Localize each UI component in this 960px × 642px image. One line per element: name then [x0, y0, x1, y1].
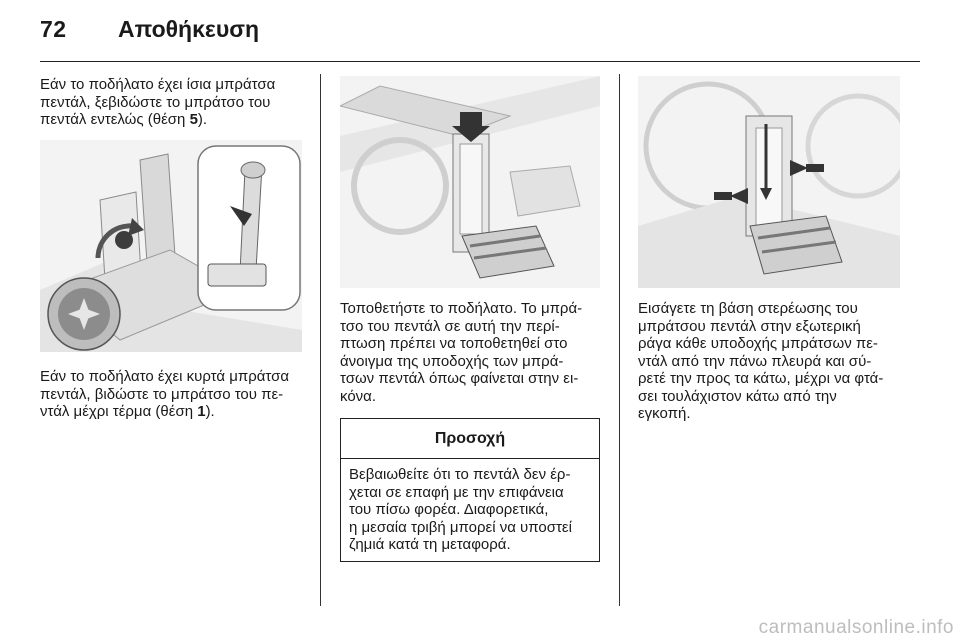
column-divider-1 — [320, 74, 321, 606]
paragraph-insert-holder: Εισάγετε τη βάση στερέωσης του μπράτσου πεντάλ στην εξωτερική ράγα κάθε υποδοχής μπράτσων πε- ντάλ από την πάνω πλευρά και σύ- ρετέ την προς τα κάτω, μέχρι να φτά- σει τουλάχιστον κάτω από την εγκοπή. — [638, 300, 884, 422]
pedal-holder-drawing — [638, 76, 900, 288]
paragraph-place-bike: Τοποθετήστε το ποδήλατο. Το μπρά- τσο του πεντάλ σε αυτή την περί- πτωση πρέπει να τοποθετηθεί στο άνοιγμα της υποδοχής των μπρά- τσων πεντάλ όπως φαίνεται στην ει- κόνα. — [340, 300, 583, 405]
page-title: Αποθήκευση — [118, 16, 260, 42]
header-rule — [40, 61, 920, 62]
page-header — [40, 14, 920, 54]
paragraph-curved-crank: Εάν το ποδήλατο έχει κυρτά μπράτσα πεντάλ, βιδώστε το μπράτσο του πε- ντάλ μέχρι τέρμα (θέση 1). — [40, 368, 290, 420]
pedal-arm-unscrew-drawing — [40, 140, 302, 352]
bike-placement-drawing — [340, 76, 600, 288]
caution-text: Βεβαιωθείτε ότι το πεντάλ δεν έρ- χεται σε επαφή με την επιφάνεια του πίσω φορέα. Διαφορετικά, η μεσαία τριβή μπορεί να υποστεί ζημιά κατά τη μεταφορά. — [349, 466, 572, 553]
illustration-pedal-arm-unscrew — [40, 140, 302, 352]
watermark: carmanualsonline.info — [758, 617, 954, 638]
page-number: 72 — [40, 16, 67, 42]
caution-title: Προσοχή — [341, 419, 599, 459]
illustration-pedal-holder — [638, 76, 900, 288]
column-divider-2 — [619, 74, 620, 606]
position-label-5: 5 — [189, 111, 198, 128]
illustration-bike-placement — [340, 76, 600, 288]
position-label-1: 1 — [197, 403, 206, 420]
paragraph-straight-crank: Εάν το ποδήλατο έχει ίσια μπράτσα πεντάλ, ξεβιδώστε το μπράτσο του πεντάλ εντελώς (θέση 5). — [40, 76, 276, 128]
caution-box — [340, 418, 600, 562]
